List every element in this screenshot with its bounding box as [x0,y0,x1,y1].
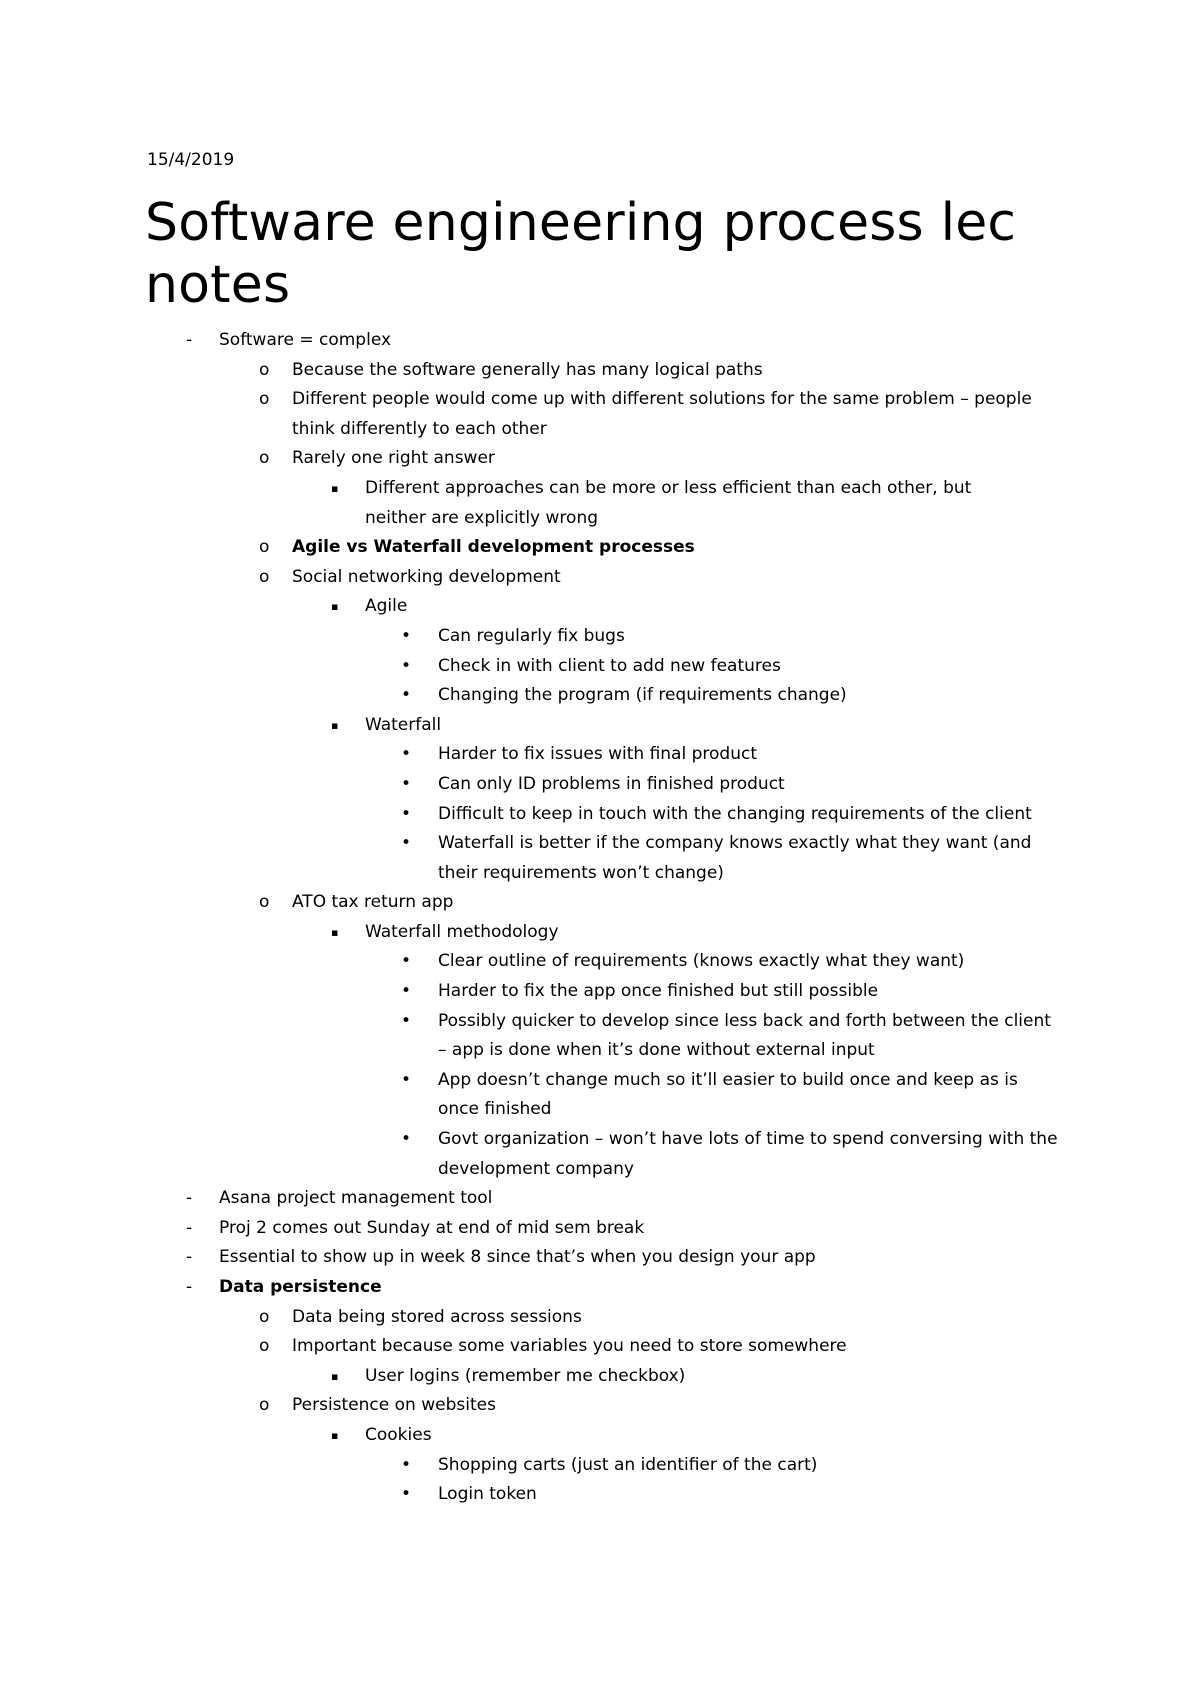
bullet-bullet-icon: • [401,655,412,676]
list-item [0,829,1200,888]
list-item-text: Different approaches can be more or less efficient than each other, but neither are explicitly wrong [365,477,972,528]
list-item-text: Possibly quicker to develop since less back and forth between the client – app is done when it’s done without external input [438,1010,1051,1061]
title-line-1: Software engineering process lec [145,193,1017,253]
dash-bullet-icon: - [186,1247,193,1268]
bullet-bullet-icon: • [401,1129,412,1150]
circle-bullet-icon: o [259,359,270,380]
list-item-text: Data persistence [219,1277,382,1297]
square-bullet-icon: ▪ [331,925,339,939]
list-item [0,681,1200,711]
list-item [0,1421,1200,1451]
list-item [0,1125,1200,1184]
bullet-bullet-icon: • [401,685,412,706]
list-item [0,592,1200,622]
list-item-text: Can regularly fix bugs [438,625,625,646]
list-item [0,1391,1200,1421]
note-date: 15/4/2019 [147,150,235,170]
list-item-text: User logins (remember me checkbox) [365,1365,686,1386]
list-item [0,356,1200,386]
list-item-text: Waterfall [365,714,442,735]
list-item [0,533,1200,563]
title-line-2: notes [145,255,291,315]
bullet-bullet-icon: • [401,625,412,646]
dash-bullet-icon: - [186,330,193,350]
bullet-bullet-icon: • [401,1010,412,1031]
dash-bullet-icon: - [186,1217,193,1238]
circle-bullet-icon: o [259,566,270,587]
list-item-text: Because the software generally has many logical paths [292,359,763,380]
circle-bullet-icon: o [259,892,270,913]
list-item [0,474,1200,533]
list-item-text: Harder to fix issues with final product [438,744,757,765]
list-item [0,711,1200,741]
square-bullet-icon: ▪ [331,718,339,732]
list-item [0,1480,1200,1510]
circle-bullet-icon: o [259,448,270,469]
list-item-text: Agile [365,596,408,617]
bullet-bullet-icon: • [401,803,412,824]
list-item-text: Asana project management tool [219,1188,493,1209]
circle-bullet-icon: o [259,1395,270,1416]
list-item [0,918,1200,948]
bullet-bullet-icon: • [401,951,412,972]
list-item [0,1214,1200,1244]
list-item-text: Important because some variables you need to store somewhere [292,1336,847,1357]
bullet-bullet-icon: • [401,1454,412,1475]
list-item [0,622,1200,652]
list-item-text: Clear outline of requirements (knows exactly what they want) [438,951,965,972]
dash-bullet-icon: - [186,1277,193,1297]
square-bullet-icon: ▪ [331,1369,339,1383]
square-bullet-icon: ▪ [331,600,339,614]
list-item-text: Harder to fix the app once finished but still possible [438,981,879,1002]
list-item-text: Waterfall methodology [365,921,559,942]
square-bullet-icon: ▪ [331,1428,339,1442]
list-item-text: Different people would come up with different solutions for the same problem – people think differently to each other [292,389,1032,439]
list-item-text: Persistence on websites [292,1395,496,1416]
list-item-text: ATO tax return app [292,892,454,913]
list-item-text: Govt organization – won’t have lots of time to spend conversing with the development company [438,1129,1058,1179]
bullet-bullet-icon: • [401,981,412,1002]
list-item-text: Cookies [365,1424,432,1445]
list-item-text: Check in with client to add new features [438,655,781,676]
list-item [0,947,1200,977]
bullet-bullet-icon: • [401,773,412,794]
list-item [0,1184,1200,1214]
list-item-text: Rarely one right answer [292,448,495,469]
list-item [0,1362,1200,1392]
list-item [0,770,1200,800]
list-item-text: Can only ID problems in finished product [438,773,785,794]
bullet-bullet-icon: • [401,1069,412,1090]
list-item [0,385,1200,444]
circle-bullet-icon: o [259,1336,270,1357]
list-item-text: Data being stored across sessions [292,1306,582,1327]
circle-bullet-icon: o [259,389,270,410]
list-item-text: Difficult to keep in touch with the changing requirements of the client [438,803,1032,824]
circle-bullet-icon: o [259,1306,270,1327]
list-item [0,444,1200,474]
list-item [0,652,1200,682]
list-item-text: App doesn’t change much so it’ll easier to build once and keep as is once finished [438,1069,1018,1120]
square-bullet-icon: ▪ [331,481,339,495]
list-item [0,1273,1200,1303]
list-item [0,1007,1200,1066]
list-item-text: Shopping carts (just an identifier of the cart) [438,1454,818,1475]
list-item-text: Waterfall is better if the company knows exactly what they want (and their requirements won’t change) [438,833,1032,883]
list-item-text: Software = complex [219,330,392,350]
list-item [0,1332,1200,1362]
list-item [0,1451,1200,1481]
bullet-bullet-icon: • [401,833,412,854]
list-item [0,1303,1200,1333]
bullet-bullet-icon: • [401,1484,412,1505]
list-item [0,740,1200,770]
list-item [0,563,1200,593]
bullet-bullet-icon: • [401,744,412,765]
list-item-text: Login token [438,1484,537,1505]
list-item [0,1243,1200,1273]
list-item-text: Social networking development [292,566,561,587]
list-item-text: Proj 2 comes out Sunday at end of mid sem break [219,1217,645,1238]
list-item [0,888,1200,918]
dash-bullet-icon: - [186,1188,193,1209]
list-item-text: Essential to show up in week 8 since that’s when you design your app [219,1247,816,1268]
list-item-text: Agile vs Waterfall development processes [292,537,695,558]
list-item-text: Changing the program (if requirements change) [438,685,847,706]
list-item [0,1066,1200,1125]
circle-bullet-icon: o [259,537,270,558]
notes-list [0,326,1200,1510]
list-item [0,326,1200,356]
list-item [0,800,1200,830]
page-title [145,192,1085,316]
list-item [0,977,1200,1007]
